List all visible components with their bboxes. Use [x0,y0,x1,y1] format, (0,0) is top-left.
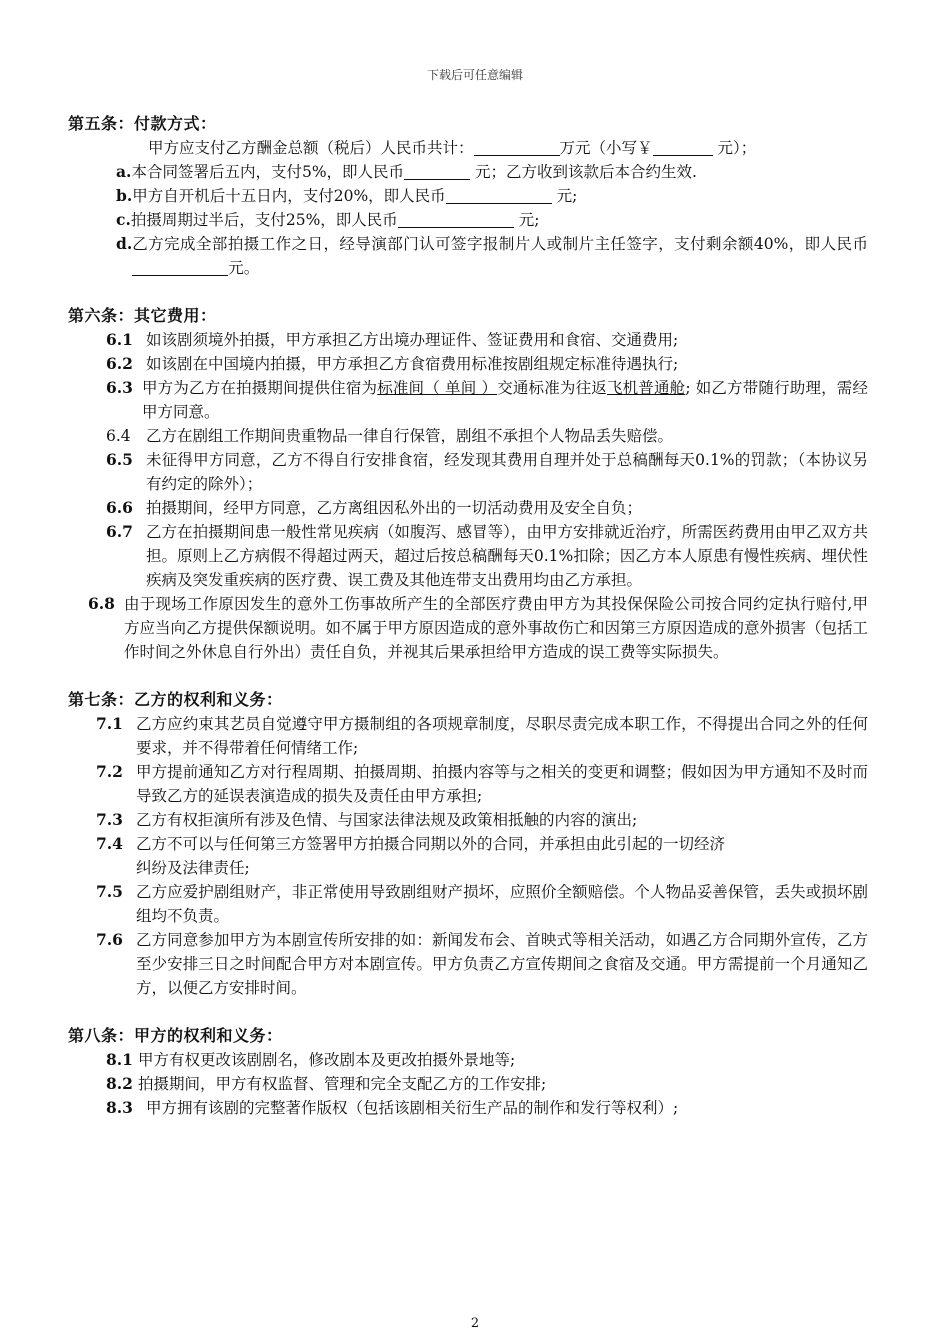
clause-8-3-text: 甲方拥有该剧的完整著作版权（包括该剧相关衍生产品的制作和发行等权利）; [146,1099,679,1117]
payment-item-a-blank[interactable] [404,161,470,180]
section-7-title: 第七条：乙方的权利和义务： [68,690,283,709]
payment-item-c [68,208,868,232]
clause-6-4-text: 乙方在剧组工作期间贵重物品一律自行保管，剧组不承担个人物品丢失赔偿。 [146,427,674,445]
clause-7-5-label: 7.5 [96,882,123,901]
clause-7-4-label: 7.4 [96,834,123,853]
clause-7-5 [68,880,868,928]
document-body [68,112,868,1144]
page-header-note: 下载后可任意编辑 [426,68,523,82]
section-6 [68,304,868,664]
clause-6-4-label: 6.4 [106,427,131,445]
clause-7-3-label: 7.3 [96,810,123,829]
clause-6-8-label: 6.8 [88,594,115,613]
clause-6-4 [68,424,868,448]
payment-item-c-blank[interactable] [398,209,514,228]
clause-6-5-label: 6.5 [106,450,133,469]
clause-6-1-label: 6.1 [106,330,133,349]
payment-item-b-tail: 元; [551,187,578,205]
payment-item-c-text: 拍摄周期过半后，支付25%，即人民币 [130,211,398,229]
payment-total-end: 元）； [712,139,757,157]
payment-item-b-label: b. [116,186,133,205]
clause-6-7 [68,520,868,592]
clause-8-1 [68,1048,868,1072]
clause-6-3-travel-standard: 飞机普通舱 [606,379,686,397]
clause-7-2-label: 7.2 [96,762,123,781]
clause-7-3 [68,808,868,832]
clause-6-7-label: 6.7 [106,522,133,541]
section-5-title: 第五条：付款方式： [68,114,217,133]
payment-item-d [68,232,868,280]
payment-total-text: 甲方应支付乙方酬金总额（税后）人民币共计： [148,139,474,157]
payment-item-a-label: a. [116,162,132,181]
payment-item-c-tail: 元; [513,211,540,229]
clause-6-1-text: 如该剧须境外拍摄，甲方承担乙方出境办理证件、签证费用和食宿、交通费用; [146,331,679,349]
clause-6-3-text-c: 交通标准为往返 [497,379,607,397]
clause-6-3-text-e: ; 如乙方带随行助理，需经甲方同意。 [142,379,868,421]
clause-7-6-label: 7.6 [96,930,123,949]
clause-7-5-text: 乙方应爱护剧组财产，非正常使用导致剧组财产损坏，应照价全额赔偿。个人物品妥善保管，丢失或损坏剧组均不负责。 [136,883,868,925]
page-number: 2 [470,1316,480,1331]
clause-6-6 [68,496,868,520]
clause-7-6 [68,928,868,1000]
clause-7-2 [68,760,868,808]
payment-item-b [68,184,868,208]
payment-item-a-tail: 元；乙方收到该款后本合约生效. [470,163,697,181]
clause-7-1-text: 乙方应约束其艺员自觉遵守甲方摄制组的各项规章制度，尽职尽责完成本职工作，不得提出合同之外的任何要求，并不得带着任何情绪工作; [136,715,868,757]
clause-8-1-text: 甲方有权更改该剧剧名，修改剧本及更改拍摄外景地等; [138,1051,516,1069]
payment-item-d-tail: 元。 [228,259,260,277]
clause-7-2-text: 甲方提前通知乙方对行程周期、拍摄周期、拍摄内容等与之相关的变更和调整；假如因为甲方通知不及时而导致乙方的延误表演造成的损失及责任由甲方承担; [136,763,868,805]
clause-6-3 [68,376,868,424]
payment-item-b-text: 甲方自开机后十五日内，支付20%，即人民币 [132,187,446,205]
clause-7-1 [68,712,868,760]
clause-7-6-text: 乙方同意参加甲方为本剧宣传所安排的如：新闻发布会、首映式等相关活动，如遇乙方合同期外宣传，乙方至少安排三日之时间配合甲方对本剧宣传。甲方负责乙方宣传期间之食宿及交通。甲方需提前一个月通知乙方，以便乙方安排时间。 [136,931,868,997]
clause-8-2-text: 拍摄期间，甲方有权监督、管理和完全支配乙方的工作安排; [138,1075,547,1093]
payment-item-b-blank[interactable] [446,185,552,204]
clause-7-4-continuation: 纠纷及法律责任; [136,859,250,877]
clause-7-1-label: 7.1 [96,714,123,733]
clause-6-8-text: 由于现场工作原因发生的意外工伤事故所产生的全部医疗费由甲方为其投保保险公司按合同约定执行赔付,甲方应当向乙方提供保额说明。如不属于甲方原因造成的意外事故伤亡和因第三方原因造成的意外损害（包括工作时间之外休息自行外出）责任自负，并视其后果承担给甲方造成的误工费等实际损失。 [124,595,869,661]
clause-6-3-room-standard: 标准间（ 单间 ） [377,379,498,397]
payment-total-unit: 万元（小写￥ [559,139,653,157]
clause-8-2 [68,1072,868,1096]
clause-6-3-text-a: 甲方为乙方在拍摄期间提供住宿为 [142,379,378,397]
payment-item-a [68,160,868,184]
payment-small-blank[interactable] [653,137,713,156]
section-8-title: 第八条：甲方的权利和义务： [68,1026,283,1045]
clause-8-3-label: 8.3 [106,1098,133,1117]
section-5 [68,112,868,280]
clause-7-3-text: 乙方有权拒演所有涉及色情、与国家法律法规及政策相抵触的内容的演出; [136,811,638,829]
clause-6-2-label: 6.2 [106,354,133,373]
clause-6-5 [68,448,868,496]
clause-6-8 [68,592,868,664]
payment-item-c-label: c. [116,210,131,229]
clause-6-6-label: 6.6 [106,498,133,517]
payment-item-d-label: d. [116,234,133,253]
section-7 [68,688,868,1000]
payment-item-d-blank[interactable] [132,257,228,276]
payment-total-line [68,136,868,160]
clause-6-5-text: 未征得甲方同意，乙方不得自行安排食宿，经发现其费用自理并处于总稿酬每天0.1%的罚款；（本协议另有约定的除外）； [146,451,868,493]
clause-7-4-text: 乙方不可以与任何第三方签署甲方拍摄合同期以外的合同，并承担由此引起的一切经济 [136,835,726,853]
clause-6-3-label: 6.3 [106,378,133,397]
clause-6-2-text: 如该剧在中国境内拍摄，甲方承担乙方食宿费用标准按剧组规定标准待遇执行; [146,355,679,373]
payment-item-a-text: 本合同签署后五内，支付5%，即人民币 [131,163,405,181]
clause-8-2-label: 8.2 [106,1074,133,1093]
clause-8-1-label: 8.1 [106,1050,133,1069]
clause-7-4 [68,832,868,856]
section-8 [68,1024,868,1120]
payment-total-blank[interactable] [474,137,560,156]
clause-6-1 [68,328,868,352]
payment-item-d-text: 乙方完成全部拍摄工作之日，经导演部门认可签字报制片人或制片主任签字，支付剩余额40%，即人民币 [132,235,868,253]
clause-6-6-text: 拍摄期间，经甲方同意，乙方离组因私外出的一切活动费用及安全自负； [146,499,643,517]
clause-8-3 [68,1096,868,1120]
clause-6-7-text: 乙方在拍摄期间患一般性常见疾病（如腹泻、感冒等），由甲方安排就近治疗，所需医药费用由甲乙双方共担。原则上乙方病假不得超过两天，超过后按总稿酬每天0.1%扣除；因乙方本人原患有慢性疾病、埋伏性疾病及突发重疾病的医疗费、误工费及其他连带支出费用均由乙方承担。 [146,523,868,589]
section-6-title: 第六条：其它费用： [68,306,217,325]
clause-6-2 [68,352,868,376]
